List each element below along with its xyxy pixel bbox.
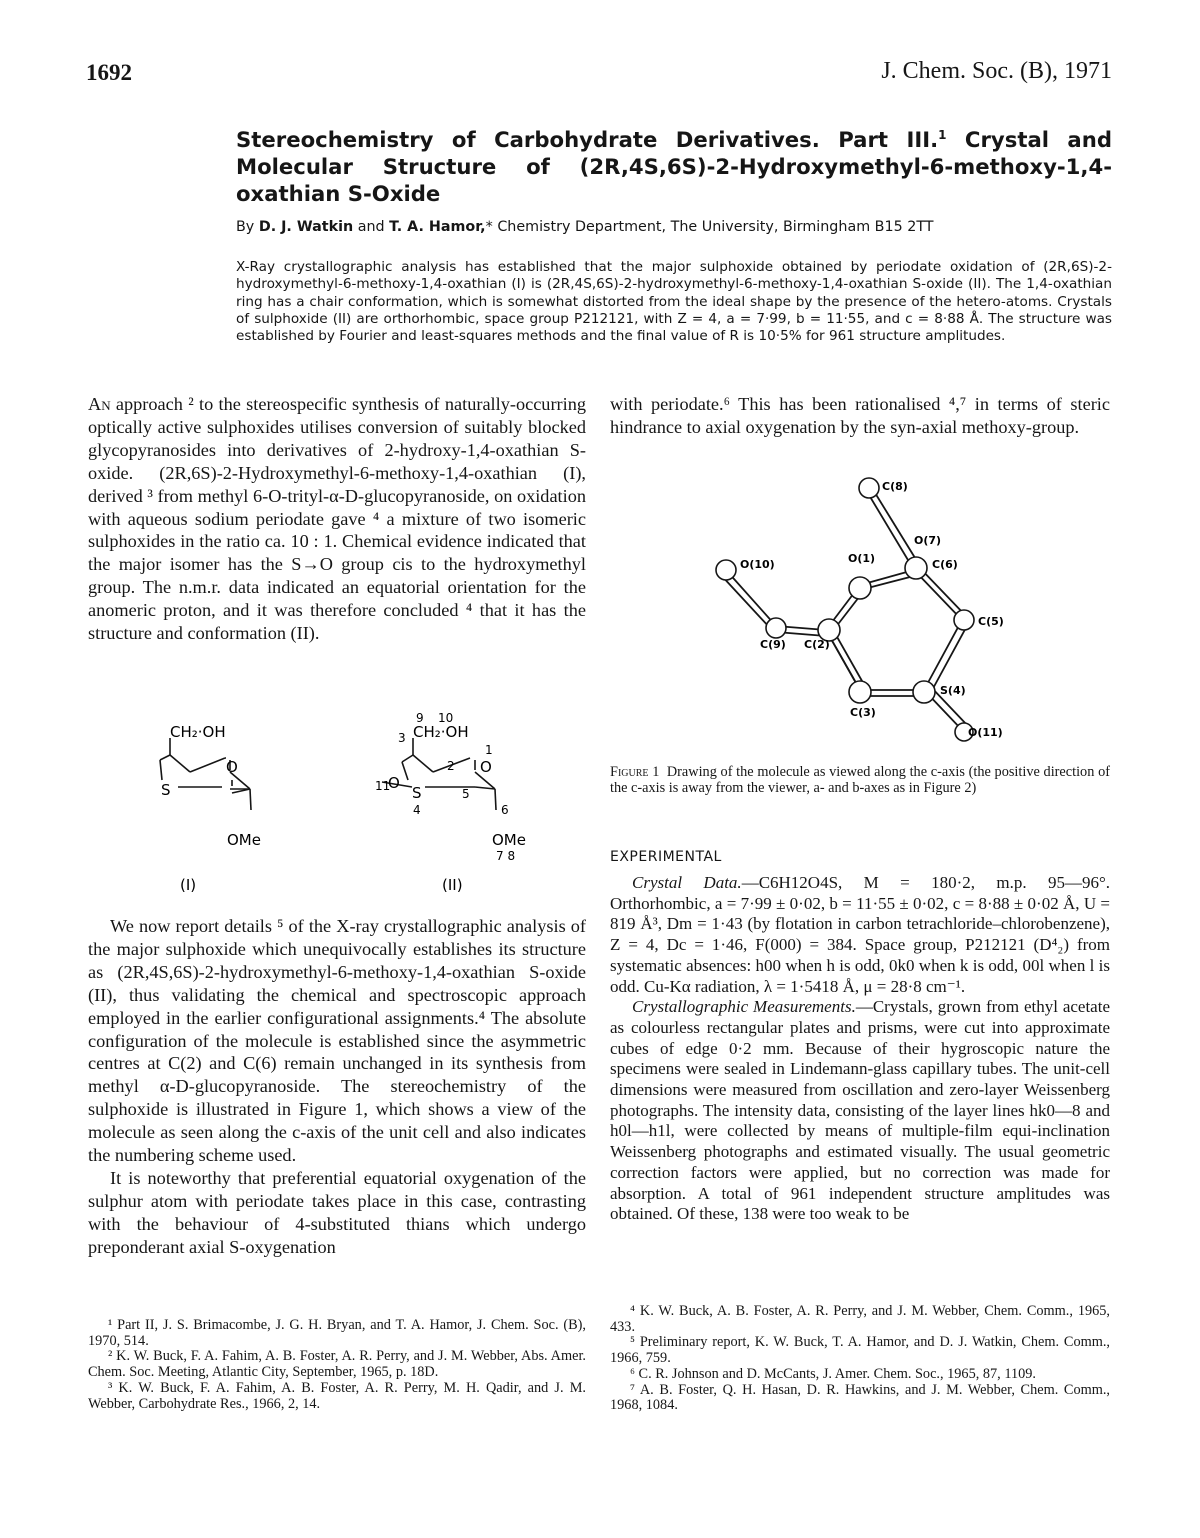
s2-n6: 6 bbox=[501, 803, 509, 817]
figure-1 bbox=[700, 470, 1040, 760]
left-column-body bbox=[88, 915, 586, 1259]
right-column-experimental bbox=[610, 873, 1110, 1225]
title-rest: Crystal and Molecular Structure of (2R,4S,6S)-2-Hydroxymethyl-6-methoxy-1,4-oxathian S-Oxide bbox=[236, 127, 1112, 206]
title-main: Stereochemistry of Carbohydrate Derivatives. Part III. bbox=[236, 127, 939, 152]
footnote-4: ⁴ K. W. Buck, A. B. Foster, A. R. Perry, and J. M. Webber, Chem. Comm., 1965, 433. bbox=[610, 1303, 1110, 1335]
s2-n2: 2 bbox=[447, 759, 455, 773]
abstract: X-Ray crystallographic analysis has established that the major sulphoxide obtained by periodate oxidation of (2R,6S)-2-hydroxymethyl-6-methoxy-1,4-oxathian (I) is (2R,4S,6S)-2-hydroxymethyl-6-methoxy-1,4-oxathian S-oxide (II). The 1,4-oxathian ring has a chair conformation, which is somewhat distorted from the ideal shape by the presence of the hetero-atoms. Crystals of sulphoxide (II) are orthorhombic, space group P212121, with Z = 4, a = 7·99, b = 11·55, and c = 8·88 Å. The structure was established by Fourier and least-squares methods and the final value of R is 10·5% for 961 structure amplitudes. bbox=[236, 259, 1112, 345]
crystal-data: —C6H12O4S, M = 180·2, m.p. 95—96°. Orthorhombic, a = 7·99 ± 0·02, b = 11·55 ± 0·02, c = 8·88 ± 0·02 Å, U = 819 Å³, Dm = 1·43 (by flotation in carbon tetrachloride–chlorobenzene), Z = 4, Dc = 1·46, F(000) = 384. Space group, P212121 (D⁴₂) from systematic absences: h00 when h is odd, 0k0 when k is odd, 00l when l is odd. Cu-Kα radiation, λ = 1·5418 Å, μ = 28·8 cm⁻¹. bbox=[610, 873, 1111, 996]
s2-s: S bbox=[412, 784, 422, 802]
s2-n9: 9 bbox=[416, 711, 424, 725]
byline bbox=[236, 219, 1116, 235]
s2-n1: 1 bbox=[485, 743, 493, 757]
footnote-7: ⁷ A. B. Foster, Q. H. Hasan, D. R. Hawkins, and J. M. Webber, Chem. Comm., 1968, 1084. bbox=[610, 1381, 1110, 1414]
atom-o7: O(7) bbox=[914, 534, 942, 547]
byline-prefix: By bbox=[236, 219, 259, 235]
author-2: T. A. Hamor, bbox=[389, 219, 486, 235]
s2-n10: 10 bbox=[438, 711, 454, 725]
s2-o: O bbox=[480, 758, 492, 776]
s2-o11: O bbox=[388, 774, 400, 792]
journal-citation: J. Chem. Soc. (B), 1971 bbox=[881, 58, 1112, 84]
s1-o: O bbox=[226, 758, 238, 776]
atom-c6: C(6) bbox=[932, 558, 958, 571]
author-1: D. J. Watkin bbox=[258, 219, 354, 235]
footnote-6: ⁶ C. R. Johnson and D. McCants, J. Amer. Chem. Soc., 1965, 87, 1109. bbox=[630, 1365, 1036, 1382]
caption-lead: Figure 1 bbox=[610, 764, 660, 780]
left-column-intro bbox=[88, 393, 586, 645]
atom-c2: C(2) bbox=[804, 638, 830, 651]
right-column-intro bbox=[610, 393, 1110, 439]
footnote-1: ¹ Part II, J. S. Brimacombe, J. G. H. Bryan, and T. A. Hamor, J. Chem. Soc. (B), 1970, 514. bbox=[88, 1317, 586, 1349]
byline-and: and bbox=[353, 219, 390, 235]
page-number: 1692 bbox=[86, 60, 132, 85]
s2-n3: 3 bbox=[398, 731, 406, 745]
structures-i-ii bbox=[130, 700, 550, 900]
lead-word: An bbox=[88, 394, 111, 414]
s2-n78: 7 8 bbox=[496, 849, 516, 863]
atom-c3: C(3) bbox=[850, 706, 876, 719]
article-title bbox=[236, 126, 1112, 207]
s1-ome: OMe bbox=[227, 831, 261, 849]
s2-ch2oh: CH₂·OH bbox=[413, 723, 469, 741]
atom-o10: O(10) bbox=[740, 558, 775, 571]
s2-ome: OMe bbox=[492, 831, 526, 849]
atom-o1: O(1) bbox=[848, 552, 876, 565]
paragraph-periodate: with periodate.⁶ This has been rationalised ⁴,⁷ in terms of steric hindrance to axial oxygenation by the syn-axial methoxy-group. bbox=[610, 394, 1110, 437]
s2-n11: 11 bbox=[375, 779, 391, 793]
atom-c8: C(8) bbox=[882, 480, 908, 493]
footnote-2: ² K. W. Buck, F. A. Fahim, A. B. Foster, A. R. Perry, and J. M. Webber, Abs. Amer. Chem. Soc. Meeting, Atlantic City, September, 1965, p. 18D. bbox=[88, 1348, 586, 1381]
atom-c9: C(9) bbox=[760, 638, 786, 651]
footnote-3: ³ K. W. Buck, F. A. Fahim, A. B. Foster, A. R. Perry, M. H. Qadir, and J. M. Webber, Carbohydrate Res., 1966, 2, 14. bbox=[88, 1379, 586, 1412]
paragraph-note: It is noteworthy that preferential equatorial oxygenation of the sulphur atom with periodate takes place in this case, contrasting with the behaviour of 4-substituted thians which undergo preponderant axial S-oxygenation bbox=[88, 1167, 586, 1257]
paragraph-results: We now report details ⁵ of the X-ray crystallographic analysis of the major sulphoxide which unequivocally establishes its structure as (2R,4S,6S)-2-hydroxymethyl-6-methoxy-1,4-oxathian S-oxide (II), thus validating the chemical and spectroscopic approach employed in the earlier configurational assignments.⁴ The absolute configuration of the molecule is established since the asymmetric centres at C(2) and C(6) remain unchanged in its synthesis from methyl α-D-glucopyranoside. The stereochemistry of the sulphoxide is illustrated in Figure 1, which shows a view of the molecule as seen along the c-axis of the unit cell and also indicates the numbering scheme used. bbox=[88, 916, 586, 1166]
footnotes-right bbox=[610, 1304, 1110, 1414]
atom-o11: O(11) bbox=[968, 726, 1003, 739]
intro-paragraph: approach ² to the stereospecific synthesis of naturally-occurring optically active sulphoxides utilises conversion of suitably blocked glycopyranosides into derivatives of 2-hydroxy-1,4-oxathian S-oxide. (2R,6S)-2-Hydroxymethyl-6-methoxy-1,4-oxathian (I), derived ³ from methyl 6-O-trityl-α-D-glucopyranoside, on oxidation with aqueous sodium periodate gave ⁴ a mixture of two isomeric sulphoxides in the ratio ca. 10 : 1. Chemical evidence indicated that the major isomer has the S→O group cis to the hydroxymethyl group. The n.m.r. data indicated an equatorial orientation for the anomeric proton, and it was therefore concluded ⁴ that it has the structure and conformation (II). bbox=[88, 394, 586, 644]
affiliation: * Chemistry Department, The University, Birmingham B15 2TT bbox=[485, 219, 934, 235]
footnote-5: ⁵ Preliminary report, K. W. Buck, T. A. Hamor, and D. J. Watkin, Chem. Comm., 1966, 759. bbox=[610, 1334, 1110, 1367]
caption-text: Drawing of the molecule as viewed along the c-axis (the positive direction of the c-axis is away from the viewer, a- and b-axes as in Figure 2) bbox=[610, 764, 1110, 796]
atom-s4: S(4) bbox=[940, 684, 966, 697]
s1-s: S bbox=[161, 781, 171, 799]
s2-n4: 4 bbox=[413, 803, 421, 817]
experimental-heading: EXPERIMENTAL bbox=[610, 849, 722, 865]
measurements: —Crystals, grown from ethyl acetate as colourless rectangular plates and prisms, were cut into approximate cubes of edge 0·2 mm. Because of their hygroscopic nature the specimens were sealed in Lindemann-glass capillary tubes. The unit-cell dimensions were measured from oscillation and zero-layer Weissenberg photographs. The intensity data, consisting of the layer lines hk0—8 and h0l—h1l, were collected by means of multiple-film equi-inclination Weissenberg photographs and estimated visually. The usual geometric correction factors were applied, but no correction was made for absorption. A total of 961 independent structure amplitudes was obtained. Of these, 138 were too weak to be bbox=[610, 997, 1110, 1224]
figure-caption bbox=[610, 764, 1110, 796]
title-ref: 1 bbox=[938, 127, 947, 142]
s1-label: (I) bbox=[180, 876, 197, 894]
s2-label: (II) bbox=[442, 876, 463, 894]
footnotes-left bbox=[88, 1318, 586, 1412]
atom-c5: C(5) bbox=[978, 615, 1004, 628]
s1-ch2oh: CH₂·OH bbox=[170, 723, 226, 741]
s2-n5: 5 bbox=[462, 787, 470, 801]
crystal-data-heading: Crystal Data. bbox=[632, 873, 742, 892]
measurements-heading: Crystallographic Measurements. bbox=[632, 997, 856, 1017]
